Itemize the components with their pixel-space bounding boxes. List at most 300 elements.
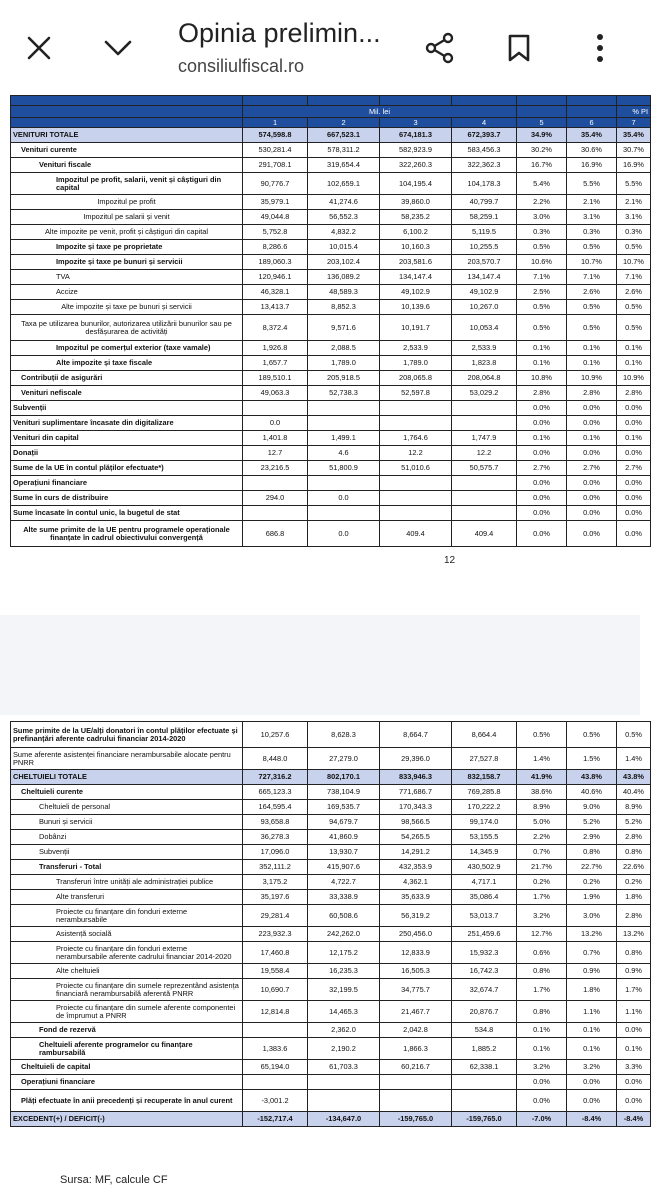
value-cell: 322,260.3 (380, 158, 452, 173)
value-cell: 0.3% (617, 225, 651, 240)
table-row (11, 195, 651, 210)
value-cell (380, 506, 452, 521)
table-row (11, 315, 651, 341)
value-cell: 169,535.7 (308, 800, 380, 815)
value-cell: 0.1% (517, 431, 567, 446)
value-cell: 0.5% (567, 315, 617, 341)
value-cell: 98,566.5 (380, 815, 452, 830)
value-cell: 2.1% (617, 195, 651, 210)
table-row (11, 356, 651, 371)
value-cell: 7.1% (617, 270, 651, 285)
value-cell: 1,383.6 (243, 1038, 308, 1060)
value-cell: 2,362.0 (308, 1023, 380, 1038)
value-cell: 53,029.2 (452, 386, 517, 401)
value-cell: 1,764.6 (380, 431, 452, 446)
value-cell: 8,852.3 (308, 300, 380, 315)
value-cell: 189,510.1 (243, 371, 308, 386)
header-cell (11, 96, 243, 106)
value-cell: 3.1% (617, 210, 651, 225)
value-cell: 1.4% (517, 748, 567, 770)
value-cell: 322,362.3 (452, 158, 517, 173)
value-cell: 2.8% (517, 386, 567, 401)
table-row (11, 225, 651, 240)
value-cell: 0.0 (243, 416, 308, 431)
value-cell (380, 1075, 452, 1090)
value-cell: 1.5% (567, 748, 617, 770)
value-cell: 7.1% (517, 270, 567, 285)
table-row (11, 830, 651, 845)
value-cell: 2.1% (567, 195, 617, 210)
table-row (11, 173, 651, 195)
value-cell: 0.1% (567, 431, 617, 446)
value-cell: 2.7% (517, 461, 567, 476)
value-cell: 35,086.4 (452, 890, 517, 905)
value-cell: 1,657.7 (243, 356, 308, 371)
value-cell: 0.8% (617, 845, 651, 860)
value-cell: 0.0% (567, 401, 617, 416)
value-cell: 51,010.6 (380, 461, 452, 476)
table-row (11, 785, 651, 800)
value-cell: 35.4% (567, 128, 617, 143)
value-cell: 0.3% (517, 225, 567, 240)
value-cell: 242,262.0 (308, 927, 380, 942)
value-cell: 62,338.1 (452, 1060, 517, 1075)
value-cell: 30.2% (517, 143, 567, 158)
value-cell (380, 401, 452, 416)
value-cell: 8,628.3 (308, 722, 380, 748)
value-cell: 16,505.3 (380, 964, 452, 979)
value-cell: 27,527.8 (452, 748, 517, 770)
value-cell: 0.7% (567, 942, 617, 964)
value-cell: 832,158.7 (452, 770, 517, 785)
value-cell: 583,456.3 (452, 143, 517, 158)
value-cell: 0.1% (517, 1038, 567, 1060)
value-cell: 10,139.6 (380, 300, 452, 315)
value-cell: 23,216.5 (243, 461, 308, 476)
table-row (11, 416, 651, 431)
row-label: Venituri curente (11, 143, 243, 158)
table-row (11, 143, 651, 158)
value-cell: 771,686.7 (380, 785, 452, 800)
value-cell: 35,633.9 (380, 890, 452, 905)
row-label: Cheltuieli de personal (11, 800, 243, 815)
revenue-table (10, 95, 651, 547)
value-cell: 10,267.0 (452, 300, 517, 315)
value-cell: 4,722.7 (308, 875, 380, 890)
value-cell: 2.2% (517, 195, 567, 210)
value-cell: 10.7% (567, 255, 617, 270)
value-cell: 30.7% (617, 143, 651, 158)
value-cell (380, 416, 452, 431)
value-cell: 0.2% (617, 875, 651, 890)
value-cell (380, 476, 452, 491)
table-row (11, 1075, 651, 1090)
value-cell: 2,042.8 (380, 1023, 452, 1038)
value-cell: 0.1% (567, 1038, 617, 1060)
value-cell: 0.0% (567, 1090, 617, 1112)
row-label: Operațiuni financiare (11, 1075, 243, 1090)
value-cell (308, 1075, 380, 1090)
table-row (11, 386, 651, 401)
value-cell: 22.6% (617, 860, 651, 875)
value-cell: 1,885.2 (452, 1038, 517, 1060)
value-cell (380, 1090, 452, 1112)
value-cell: 9,571.6 (308, 315, 380, 341)
table-row (11, 270, 651, 285)
value-cell (308, 1090, 380, 1112)
row-label: Plăți efectuate în anii precedenți și recuperate în anul curent (11, 1090, 243, 1112)
value-cell: 2.5% (517, 285, 567, 300)
row-label: Impozitul pe profit (11, 195, 243, 210)
table-row (11, 748, 651, 770)
value-cell: 50,575.7 (452, 461, 517, 476)
value-cell: 665,123.3 (243, 785, 308, 800)
value-cell: 223,932.3 (243, 927, 308, 942)
table-row (11, 401, 651, 416)
value-cell: 0.3% (567, 225, 617, 240)
document-page-12 (0, 95, 648, 615)
value-cell: 802,170.1 (308, 770, 380, 785)
value-cell: 0.0% (617, 1075, 651, 1090)
value-cell: 170,343.3 (380, 800, 452, 815)
row-label: Dobânzi (11, 830, 243, 845)
row-label: Accize (11, 285, 243, 300)
value-cell: 60,216.7 (380, 1060, 452, 1075)
value-cell: 0.0% (517, 401, 567, 416)
value-cell: 530,281.4 (243, 143, 308, 158)
value-cell: 12,833.9 (380, 942, 452, 964)
value-cell: 56,319.2 (380, 905, 452, 927)
value-cell: 0.5% (517, 315, 567, 341)
value-cell: 0.1% (517, 356, 567, 371)
value-cell (452, 401, 517, 416)
value-cell: 0.5% (617, 300, 651, 315)
value-cell: 0.8% (617, 942, 651, 964)
row-label: Proiecte cu finanțare din sumele reprezentând asistența financiară nerambursabilă aferentă PNRR (11, 979, 243, 1001)
value-cell: 189,060.3 (243, 255, 308, 270)
value-cell: 93,658.8 (243, 815, 308, 830)
row-label: Asistență socială (11, 927, 243, 942)
table-row (11, 240, 651, 255)
table-row (11, 341, 651, 356)
table-row (11, 285, 651, 300)
close-icon[interactable] (18, 0, 60, 95)
value-cell: 60,508.6 (308, 905, 380, 927)
value-cell: 2.6% (567, 285, 617, 300)
value-cell: 2,190.2 (308, 1038, 380, 1060)
value-cell: 769,285.8 (452, 785, 517, 800)
table-row (11, 446, 651, 461)
value-cell: 0.0% (567, 476, 617, 491)
value-cell (308, 416, 380, 431)
value-cell: 30.6% (567, 143, 617, 158)
value-cell: 12.2 (452, 446, 517, 461)
row-label: Sume de la UE în contul plăților efectuate*) (11, 461, 243, 476)
row-label: Contribuții de asigurări (11, 371, 243, 386)
value-cell: 40.6% (567, 785, 617, 800)
value-cell: 5.4% (517, 173, 567, 195)
value-cell: 10.8% (517, 371, 567, 386)
row-label: Cheltuieli curente (11, 785, 243, 800)
value-cell: 833,946.3 (380, 770, 452, 785)
row-label: Alte cheltuieli (11, 964, 243, 979)
value-cell: 0.0% (567, 1075, 617, 1090)
value-cell: 205,918.5 (308, 371, 380, 386)
value-cell: 29,396.0 (380, 748, 452, 770)
column-number: 2 (308, 118, 380, 128)
table-row (11, 860, 651, 875)
row-label: Proiecte cu finanțare din sumele aferente componentei de împrumut a PNRR (11, 1001, 243, 1023)
value-cell: 49,102.9 (380, 285, 452, 300)
value-cell: 5.2% (567, 815, 617, 830)
value-cell: 0.1% (617, 1038, 651, 1060)
bookmark-icon[interactable] (500, 0, 538, 95)
value-cell: 19,558.4 (243, 964, 308, 979)
percent-label: % PI (617, 106, 651, 118)
value-cell: 0.0% (617, 491, 651, 506)
table-row (11, 964, 651, 979)
table-row (11, 371, 651, 386)
table-row (11, 461, 651, 476)
value-cell: 0.0 (308, 491, 380, 506)
value-cell: 0.0% (567, 521, 617, 547)
value-cell: 0.0% (617, 1023, 651, 1038)
value-cell: 1.8% (617, 890, 651, 905)
value-cell: 35,197.6 (243, 890, 308, 905)
table-row (11, 1060, 651, 1075)
value-cell: 13.2% (617, 927, 651, 942)
value-cell: 1.8% (567, 979, 617, 1001)
value-cell: 2.9% (567, 830, 617, 845)
value-cell: 1.7% (617, 979, 651, 1001)
value-cell: 10,690.7 (243, 979, 308, 1001)
value-cell: 727,316.2 (243, 770, 308, 785)
row-label: Sume încasate în contul unic, la bugetul de stat (11, 506, 243, 521)
value-cell: 51,800.9 (308, 461, 380, 476)
row-label: Cheltuieli aferente programelor cu finanțare rambursabilă (11, 1038, 243, 1060)
value-cell: 40.4% (617, 785, 651, 800)
row-label: Impozite și taxe pe proprietate (11, 240, 243, 255)
value-cell: 3.1% (567, 210, 617, 225)
value-cell: 0.5% (617, 722, 651, 748)
value-cell: 0.8% (517, 964, 567, 979)
value-cell: 3.0% (567, 905, 617, 927)
value-cell: 2.6% (617, 285, 651, 300)
value-cell: 0.9% (567, 964, 617, 979)
value-cell: 12.2 (380, 446, 452, 461)
value-cell: 15,932.3 (452, 942, 517, 964)
value-cell: 8,664.7 (380, 722, 452, 748)
value-cell: 3,175.2 (243, 875, 308, 890)
value-cell: 1.7% (517, 979, 567, 1001)
table-row (11, 942, 651, 964)
row-label: Transferuri - Total (11, 860, 243, 875)
table-row (11, 1112, 651, 1127)
value-cell: 0.0% (517, 491, 567, 506)
table-row (11, 506, 651, 521)
value-cell: 738,104.9 (308, 785, 380, 800)
value-cell: 21.7% (517, 860, 567, 875)
value-cell: 14,291.2 (380, 845, 452, 860)
table-row (11, 491, 651, 506)
value-cell: 0.0% (517, 1090, 567, 1112)
table-row (11, 1001, 651, 1023)
value-cell: 1.9% (567, 890, 617, 905)
header-cell (452, 96, 517, 106)
value-cell: 3.2% (517, 905, 567, 927)
value-cell: 170,222.2 (452, 800, 517, 815)
value-cell: 582,923.9 (380, 143, 452, 158)
value-cell: 58,259.1 (452, 210, 517, 225)
value-cell: 4,362.1 (380, 875, 452, 890)
value-cell: 1,499.1 (308, 431, 380, 446)
value-cell: 16.7% (517, 158, 567, 173)
column-number: 5 (517, 118, 567, 128)
value-cell: 27,279.0 (308, 748, 380, 770)
value-cell: 0.0% (567, 506, 617, 521)
value-cell: 16.9% (567, 158, 617, 173)
value-cell: 104,178.3 (452, 173, 517, 195)
column-number: 3 (380, 118, 452, 128)
value-cell: 1.1% (567, 1001, 617, 1023)
value-cell: 53,013.7 (452, 905, 517, 927)
value-cell (452, 476, 517, 491)
row-label: Impozite și taxe pe bunuri și servicii (11, 255, 243, 270)
value-cell: 17,096.0 (243, 845, 308, 860)
table-row (11, 300, 651, 315)
value-cell: 10.9% (567, 371, 617, 386)
column-number: 6 (567, 118, 617, 128)
value-cell: -7.0% (517, 1112, 567, 1127)
value-cell: 3.2% (567, 1060, 617, 1075)
value-cell: 0.0 (308, 521, 380, 547)
value-cell: 208,064.8 (452, 371, 517, 386)
value-cell: 0.0% (567, 446, 617, 461)
value-cell: 134,147.4 (380, 270, 452, 285)
header-cell (11, 106, 243, 118)
value-cell: 8,664.4 (452, 722, 517, 748)
table-row (11, 255, 651, 270)
value-cell: 34,775.7 (380, 979, 452, 1001)
value-cell: 0.0% (517, 476, 567, 491)
value-cell: 10,257.6 (243, 722, 308, 748)
value-cell: 10,015.4 (308, 240, 380, 255)
row-label: Alte sume primite de la UE pentru programele operaționale finanțate în cadrul obiectivului convergență (11, 521, 243, 547)
value-cell: 34.9% (517, 128, 567, 143)
value-cell: 2.7% (617, 461, 651, 476)
value-cell: 1.4% (617, 748, 651, 770)
table-row (11, 722, 651, 748)
value-cell: 48,589.3 (308, 285, 380, 300)
value-cell: 0.0% (617, 476, 651, 491)
value-cell: 2.8% (617, 830, 651, 845)
row-label: Subvenții (11, 845, 243, 860)
value-cell: 1,789.0 (380, 356, 452, 371)
value-cell: 52,738.3 (308, 386, 380, 401)
value-cell: 2.8% (617, 905, 651, 927)
unit-label: Mil. lei (243, 106, 517, 118)
value-cell: 43.8% (567, 770, 617, 785)
row-label: Alte impozite și taxe fiscale (11, 356, 243, 371)
value-cell: 0.0% (617, 416, 651, 431)
value-cell: 17,460.8 (243, 942, 308, 964)
value-cell: 534.8 (452, 1023, 517, 1038)
value-cell: 134,147.4 (452, 270, 517, 285)
value-cell: 0.0% (617, 506, 651, 521)
value-cell: 6,100.2 (380, 225, 452, 240)
value-cell: 1,401.8 (243, 431, 308, 446)
header-cell (517, 106, 567, 118)
value-cell: 2,088.5 (308, 341, 380, 356)
row-label: Alte impozite și taxe pe bunuri și servicii (11, 300, 243, 315)
table-row (11, 1023, 651, 1038)
value-cell: 0.0% (617, 446, 651, 461)
value-cell: -3,001.2 (243, 1090, 308, 1112)
value-cell (243, 401, 308, 416)
value-cell: 94,679.7 (308, 815, 380, 830)
page-url: consiliulfiscal.ro (178, 56, 305, 76)
value-cell: -159,765.0 (380, 1112, 452, 1127)
value-cell: 41,274.6 (308, 195, 380, 210)
table-row (11, 1038, 651, 1060)
value-cell: 0.5% (567, 240, 617, 255)
value-cell: 0.5% (517, 300, 567, 315)
value-cell: 1,823.8 (452, 356, 517, 371)
value-cell: 0.5% (517, 240, 567, 255)
value-cell: 49,102.9 (452, 285, 517, 300)
value-cell: 7.1% (567, 270, 617, 285)
value-cell: 8.9% (617, 800, 651, 815)
value-cell: 35,979.1 (243, 195, 308, 210)
value-cell: 5.0% (517, 815, 567, 830)
value-cell (243, 1075, 308, 1090)
value-cell: 0.1% (517, 341, 567, 356)
value-cell: 10,191.7 (380, 315, 452, 341)
table-row (11, 158, 651, 173)
value-cell: 0.0% (617, 521, 651, 547)
row-label: Bunuri și servicii (11, 815, 243, 830)
value-cell: 5,119.5 (452, 225, 517, 240)
value-cell: 0.6% (517, 942, 567, 964)
more-vert-icon[interactable] (585, 0, 615, 95)
header-cell (380, 96, 452, 106)
table-header-row (11, 106, 651, 118)
value-cell: 578,311.2 (308, 143, 380, 158)
table-row (11, 128, 651, 143)
value-cell (380, 491, 452, 506)
value-cell: 32,674.7 (452, 979, 517, 1001)
row-label: Impozitul pe profit, salarii, venit și câștiguri din capital (11, 173, 243, 195)
value-cell (308, 476, 380, 491)
value-cell: 0.8% (567, 845, 617, 860)
value-cell: 1,926.8 (243, 341, 308, 356)
value-cell: 0.1% (617, 341, 651, 356)
chevron-down-icon[interactable] (98, 0, 138, 95)
value-cell: 3.2% (517, 1060, 567, 1075)
value-cell: -8.4% (567, 1112, 617, 1127)
value-cell: 35.4% (617, 128, 651, 143)
table-row (11, 1090, 651, 1112)
share-icon[interactable] (420, 0, 460, 95)
row-label: Venituri nefiscale (11, 386, 243, 401)
value-cell: 54,265.5 (380, 830, 452, 845)
value-cell: 0.1% (567, 1023, 617, 1038)
value-cell: 319,654.4 (308, 158, 380, 173)
value-cell: 5.2% (617, 815, 651, 830)
row-label: Sume primite de la UE/alți donatori în contul plăților efectuate și prefinanțări aferente cadrului financiar 2014-2020 (11, 722, 243, 748)
value-cell: 8,372.4 (243, 315, 308, 341)
value-cell: 65,194.0 (243, 1060, 308, 1075)
